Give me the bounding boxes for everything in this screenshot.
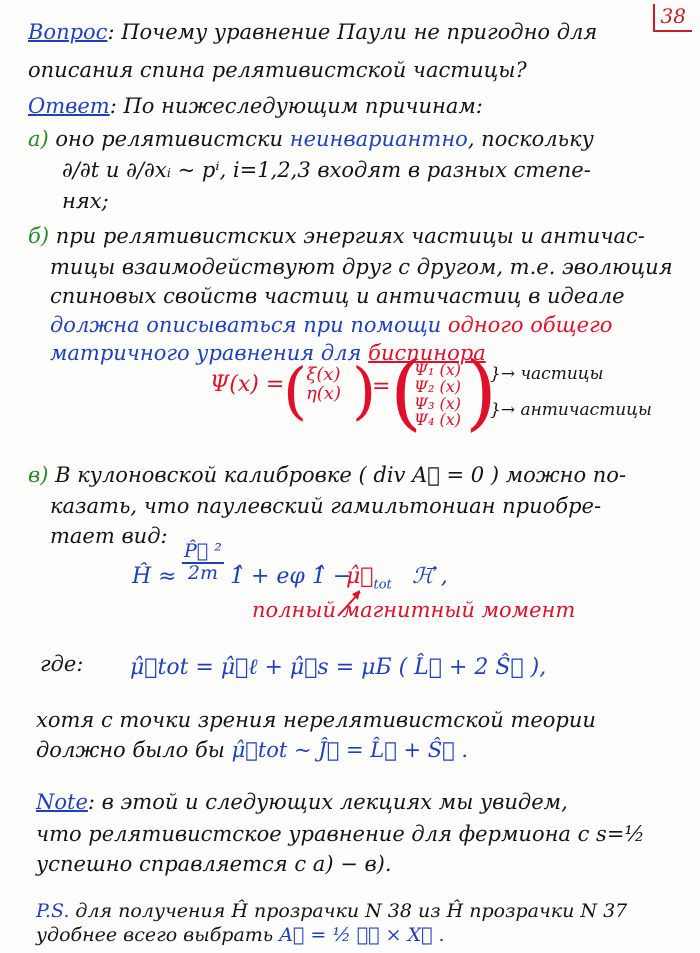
brace-arrow-icon: }→	[490, 400, 521, 420]
hamiltonian-middle: 1̂ + eφ 1̂ −	[230, 564, 352, 589]
answer-line	[28, 94, 483, 118]
psi-3: Ψ₃ (x)	[414, 393, 462, 413]
ps-text-2: удобнее всего выбрать	[36, 924, 274, 946]
item-c-line-3: тает вид:	[50, 524, 168, 548]
where-text-2: должно было бы	[36, 738, 225, 762]
psi-4: Ψ₄ (x)	[414, 410, 462, 430]
two-spinor-column	[306, 366, 341, 404]
bispinor-eq: =	[372, 374, 391, 399]
psi-2: Ψ₂ (x)	[414, 376, 462, 396]
item-b-marker: б)	[28, 224, 50, 248]
item-b-line-3: спиновых свойств частиц и античастиц в идеале	[50, 284, 625, 308]
field-term: ℋ⃗ ,	[412, 564, 448, 589]
item-a-marker: а)	[28, 127, 49, 151]
brace-arrow-icon: }→	[490, 364, 521, 384]
question-label: Вопрос	[28, 20, 108, 44]
expected-relation: μ̂⃗tot ~ Ĵ⃗ = L̂⃗ + Ŝ⃗ .	[231, 738, 469, 762]
two-m: 2m	[187, 561, 218, 584]
item-a-noninvariant: неинвариантно	[289, 127, 468, 151]
item-b-text-4-blue: должна описываться при помощи	[50, 313, 442, 337]
note-text-1: : в этой и следующих лекциях мы увидем,	[87, 790, 568, 814]
eta-component: η(x)	[306, 382, 341, 404]
ps-text-1: для получения Ĥ прозрачки N 38 из Ĥ прозрачки N 37	[75, 900, 628, 922]
mu-symbol: μ̂⃗	[346, 564, 374, 589]
particles-annotation	[490, 364, 603, 384]
note-line-1	[36, 790, 568, 814]
mu-subscript: tot	[373, 577, 392, 593]
question-text-1: : Почему уравнение Паули не пригодно для	[107, 20, 598, 44]
antiparticles-annotation	[490, 400, 652, 420]
hamiltonian-lhs: Ĥ ≈	[132, 564, 177, 589]
item-c-text-1: В кулоновской калибровке ( div A⃗ = 0 ) можно по-	[55, 463, 627, 487]
psi-1: Ψ₁ (x)	[414, 360, 462, 379]
right-paren-1: )	[352, 354, 377, 427]
item-c-line-1	[28, 463, 626, 487]
where-line-2	[36, 738, 468, 762]
item-a-line-2: ∂/∂t и ∂/∂xᵢ ~ pⁱ, i=1,2,3 входят в разных степе-	[62, 158, 591, 182]
note-line-3: успешно справляется с а) − в).	[36, 852, 392, 876]
answer-text: : По нижеследующим причинам:	[109, 94, 483, 118]
momentum-squared: P̂⃗ ²	[184, 540, 222, 562]
kinetic-fraction	[182, 542, 224, 584]
where-label: где:	[40, 652, 84, 676]
ps-label: P.S.	[36, 900, 70, 922]
question-line-2: описания спина релятивистской частицы?	[28, 58, 527, 82]
bispinor-term: биспинора	[368, 341, 486, 365]
gauge-choice: A⃗ = ½ ℋ⃗ × X⃗ .	[279, 924, 445, 946]
answer-label: Ответ	[28, 94, 110, 118]
four-component-column	[414, 362, 461, 429]
mu-tot-formula: μ̂⃗tot = μ̂⃗ℓ + μ̂⃗s = μБ ( L̂⃗ + 2 Ŝ⃗ ),	[130, 655, 547, 680]
item-b-text-1: при релятивистских энергиях частицы и античас-	[55, 224, 645, 248]
item-a-text-1-end: , поскольку	[467, 127, 594, 151]
item-c-marker: в)	[28, 463, 49, 487]
item-b-text-4-red: одного общего	[447, 313, 613, 337]
item-a-line-3: нях;	[62, 189, 109, 213]
total-moment-label: полный магнитный момент	[252, 598, 576, 622]
ps-line-2	[36, 924, 445, 946]
item-a-line-1	[28, 127, 594, 151]
antiparticles-label: античастицы	[520, 400, 652, 420]
question-line-1	[28, 20, 597, 44]
item-b-line-1	[28, 224, 645, 248]
item-b-line-2: тицы взаимодействуют друг с другом, т.е. эволюция	[50, 255, 673, 279]
bispinor-lhs: Ψ(x) =	[210, 372, 285, 397]
left-paren-2: (	[390, 345, 422, 440]
particles-label: частицы	[520, 364, 604, 384]
note-label: Note	[36, 790, 88, 814]
note-line-2: что релятивистское уравнение для фермиона с s=½	[36, 822, 645, 846]
item-b-text-5-blue: матричного уравнения для	[50, 341, 362, 365]
item-b-line-4	[50, 313, 612, 337]
xi-component: ξ(x)	[306, 364, 341, 385]
item-c-line-2: казать, что паулевский гамильтониан приобре-	[50, 494, 602, 518]
page-number: 38	[653, 4, 692, 32]
left-paren-1: (	[283, 354, 308, 427]
right-paren-2: )	[465, 345, 497, 440]
ps-line-1	[36, 900, 627, 922]
where-line-1: хотя с точки зрения нерелятивистской теории	[36, 708, 596, 732]
item-a-text-1: оно релятивистски	[55, 127, 284, 151]
